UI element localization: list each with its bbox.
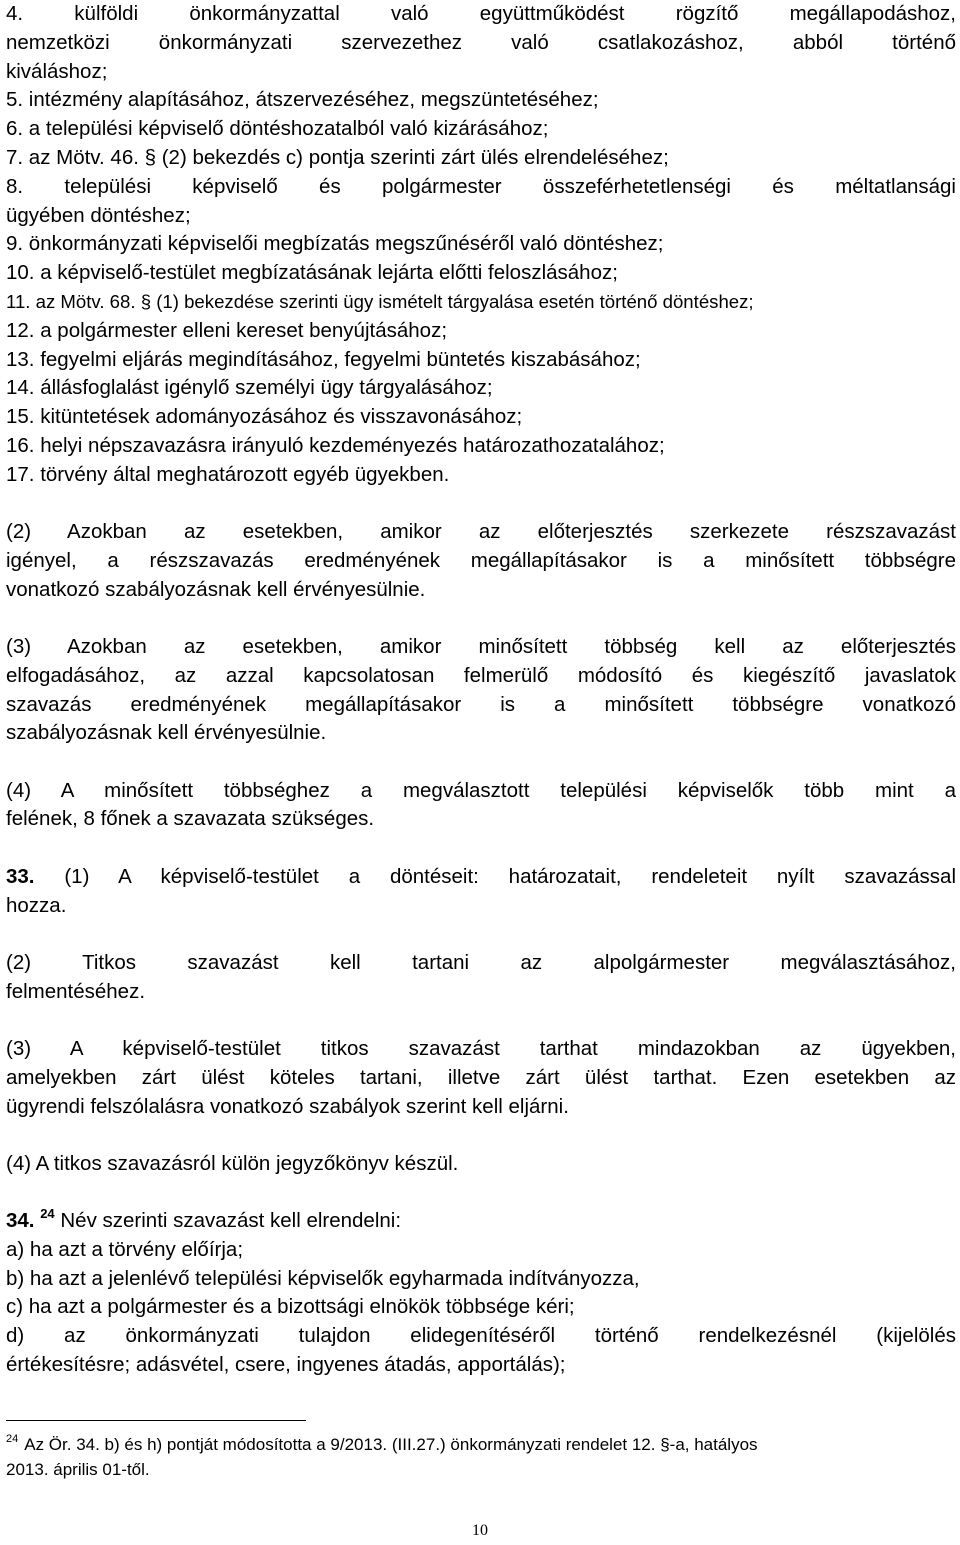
section-33-paragraph-3 xyxy=(6,1035,956,1121)
list-item: c) ha azt a polgármester és a bizottsági elnökök többsége kéri; xyxy=(6,1295,575,1319)
paragraph-line: (3) A képviselő-testület titkos szavazást tarthat mindazokban az ügyekben, xyxy=(6,1036,956,1060)
section-34-heading-text: Név szerinti szavazást kell elrendelni: xyxy=(54,1209,402,1233)
paragraph-3 xyxy=(6,633,956,748)
section-number: 34. xyxy=(6,1209,35,1233)
list-line: 9. önkormányzati képviselői megbízatás megszűnéséről való döntéshez; xyxy=(6,232,664,256)
section-33-paragraph-4: (4) A titkos szavazásról külön jegyzőkönyv készül. xyxy=(6,1151,459,1175)
list-line: 14. állásfoglalást igénylő személyi ügy tárgyalásához; xyxy=(6,376,493,400)
list-item: d) az önkormányzati tulajdon elidegenítéséről történő rendelkezésnél (kijelölés xyxy=(6,1324,956,1348)
paragraph-line: szavazás eredményének megállapításakor is a minősített többségre vonatkozó xyxy=(6,692,956,716)
paragraph-line: (4) A minősített többséghez a megválasztott települési képviselők több mint a xyxy=(6,778,956,802)
list-line: 16. helyi népszavazásra irányuló kezdeményezés határozathozatalához; xyxy=(6,433,665,457)
section-number: 33. xyxy=(6,864,35,888)
list-line: 13. fegyelmi eljárás megindításához, fegyelmi büntetés kiszabásához; xyxy=(6,347,641,371)
list-line: 5. intézmény alapításához, átszervezéséhez, megszüntetéséhez; xyxy=(6,88,599,112)
list-line: 15. kitüntetések adományozásához és visszavonásához; xyxy=(6,405,523,429)
section-33 xyxy=(6,863,956,921)
footnote xyxy=(6,1432,956,1482)
section-33-text: (1) A képviselő-testület a döntéseit: határozatait, rendeleteit nyílt szavazással xyxy=(34,864,956,888)
footnote-number: 24 xyxy=(6,1433,19,1445)
paragraph-line: felének, 8 főnek a szavazata szükséges. xyxy=(6,807,375,831)
footnote-line: 2013. április 01-től. xyxy=(6,1460,150,1479)
document-body xyxy=(6,0,956,1380)
paragraph-line: (2) Titkos szavazást kell tartani az alpolgármester megválasztásához, xyxy=(6,950,956,974)
footnote-text: Az Ör. 34. b) és h) pontját módosította a 9/2013. (III.27.) önkormányzati rendelet 12. §-a, hatályos xyxy=(24,1435,758,1454)
paragraph-line: vonatkozó szabályozásnak kell érvényesülnie. xyxy=(6,577,426,601)
list-line: 11. az Mötv. 68. § (1) bekezdése szerinti ügy ismételt tárgyalása esetén történő döntéshez; xyxy=(6,290,754,312)
list-line: 4. külföldi önkormányzattal való együttműködést rögzítő megállapodáshoz, xyxy=(6,2,956,25)
footnote-line xyxy=(6,1432,956,1457)
section-34-heading xyxy=(6,1207,956,1236)
list-line: 6. a települési képviselő döntéshozatalból való kizárásához; xyxy=(6,117,549,141)
section-33-paragraph-2 xyxy=(6,949,956,1007)
section-33-first-line xyxy=(6,863,956,892)
footnote-reference[interactable]: 24 xyxy=(40,1206,55,1222)
paragraph-line: igényel, a részszavazás eredményének megállapításakor is a minősített többségre xyxy=(6,548,956,572)
list-line: 8. települési képviselő és polgármester összeférhetetlenségi és méltatlansági xyxy=(6,174,956,198)
footnote-separator xyxy=(6,1420,306,1421)
paragraph-line: elfogadásához, az azzal kapcsolatosan felmerülő módosító és kiegészítő javaslatok xyxy=(6,663,956,687)
section-34 xyxy=(6,1207,956,1380)
paragraph-line: felmentéséhez. xyxy=(6,979,146,1003)
list-item: a) ha azt a törvény előírja; xyxy=(6,1237,244,1261)
list-item: b) ha azt a jelenlévő települési képviselők egyharmada indítványozza, xyxy=(6,1266,640,1290)
paragraph-2 xyxy=(6,518,956,604)
list-line: ügyében döntéshez; xyxy=(6,203,191,227)
paragraph-line: ügyrendi felszólalásra vonatkozó szabályok szerint kell eljárni. xyxy=(6,1094,569,1118)
section-33-second-line: hozza. xyxy=(6,893,67,917)
list-line: 10. a képviselő-testület megbízatásának lejárta előtti feloszlásához; xyxy=(6,261,618,285)
page-number: 10 xyxy=(472,1522,488,1539)
list-block xyxy=(6,0,956,490)
paragraph-line: amelyekben zárt ülést köteles tartani, illetve zárt ülést tarthat. Ezen esetekben az xyxy=(6,1065,956,1089)
list-line: 17. törvény által meghatározott egyéb ügyekben. xyxy=(6,462,450,486)
list-line: kiváláshoz; xyxy=(6,59,108,83)
paragraph-line: (2) Azokban az esetekben, amikor az előterjesztés szerkezete részszavazást xyxy=(6,520,956,544)
list-line: 12. a polgármester elleni kereset benyújtásához; xyxy=(6,318,448,342)
list-item: értékesítésre; adásvétel, csere, ingyenes átadás, apportálás); xyxy=(6,1353,566,1377)
list-line: 7. az Mötv. 46. § (2) bekezdés c) pontja szerinti zárt ülés elrendeléséhez; xyxy=(6,145,669,169)
paragraph-line: (3) Azokban az esetekben, amikor minősített többség kell az előterjesztés xyxy=(6,634,956,658)
list-line: nemzetközi önkormányzati szervezethez való csatlakozáshoz, abból történő xyxy=(6,30,956,54)
paragraph-4 xyxy=(6,777,956,835)
paragraph-line: szabályozásnak kell érvényesülnie. xyxy=(6,721,327,745)
